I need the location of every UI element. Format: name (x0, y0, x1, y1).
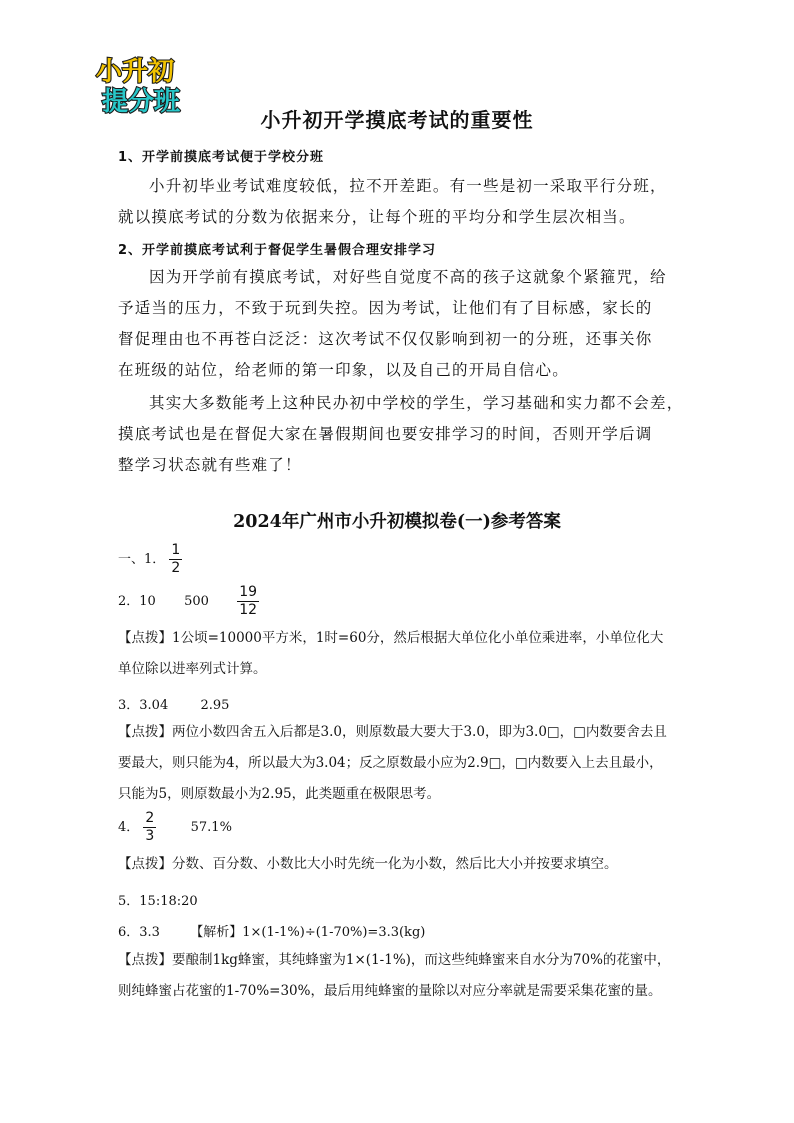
heading-2: 2、开学前摸底考试利于督促学生暑假合理安排学习 (118, 243, 437, 258)
svg-text:提分班: 提分班 (102, 87, 181, 116)
answer-explanation: 【解析】1×(1-1%)÷(1-70%)=3.3(kg) (190, 925, 426, 940)
text-line: 单位除以进率列式计算。 (118, 661, 267, 677)
answer-1 (118, 542, 182, 577)
fraction-denominator: 12 (239, 602, 258, 618)
answer-label: 6．3.3 (118, 925, 160, 940)
answer-5 (118, 890, 198, 909)
answer-4 (118, 810, 232, 845)
text-line: 整学习状态就有些难了！ (118, 456, 302, 474)
answer-key-title: 2024年广州市小升初模拟卷(一)参考答案 (233, 512, 561, 532)
text-line: 其实大多数能考上这种民办初中学校的学生，学习基础和实力都不会差， (149, 394, 684, 412)
text-line: 在班级的站位，给老师的第一印象，以及自己的开局自信心。 (118, 361, 569, 379)
text-line: 摸底考试也是在督促大家在暑假期间也要安排学习的时间，否则开学后调 (118, 425, 653, 443)
hint-3 (118, 717, 680, 810)
fraction (237, 584, 259, 619)
fraction-numerator: 1 (171, 542, 181, 558)
fraction-numerator: 19 (239, 584, 258, 600)
answer-6 (118, 921, 425, 940)
answer-3 (118, 694, 229, 713)
text-line: 则纯蜂蜜占花蜜的1-70%=30%，最后用纯蜂蜜的量除以对应分率就是需要采集花蜜的量。 (118, 983, 662, 999)
answer-2 (118, 584, 259, 619)
fraction (143, 810, 156, 845)
fraction-denominator: 2 (171, 560, 181, 576)
answer-label: 4． (118, 820, 140, 835)
text-line: 只能为5，则原数最小为2.95，此类题重在极限思考。 (118, 786, 441, 802)
answer-label: 一、1． (118, 552, 166, 567)
answer-value: 2.95 (200, 698, 230, 713)
fraction-numerator: 2 (145, 810, 155, 826)
answer-label: 5．15:18:20 (118, 894, 198, 909)
text-line: 因为开学前有摸底考试，对好些自觉度不高的孩子这就象个紧箍咒，给 (149, 268, 667, 286)
answer-value: 500 (184, 594, 209, 609)
fraction (169, 542, 182, 577)
text-line: 就以摸底考试的分数为依据来分，让每个班的平均分和学生层次相当。 (118, 208, 636, 226)
text-line: 【点拨】两位小数四舍五入后都是3.0，则原数最大要大于3.0，即为3.0□，□内数要舍去且 (118, 724, 667, 740)
paragraph-3 (118, 388, 684, 481)
svg-text:小升初: 小升初 (96, 57, 175, 87)
text-line: 督促理由也不再苍白泛泛：这次考试不仅仅影响到初一的分班，还事关你 (118, 330, 653, 348)
text-line: 小升初毕业考试难度较低，拉不开差距。有一些是初一采取平行分班， (149, 177, 667, 195)
text-line: 要最大，则只能为4，所以最大为3.04；反之原数最小应为2.9□，□内数要入上去且最小， (118, 755, 663, 771)
text-line: 【点拨】分数、百分数、小数比大小时先统一化为小数，然后比大小并按要求填空。 (118, 856, 618, 872)
answer-value: 57.1% (190, 820, 232, 835)
answer-label: 2．10 (118, 594, 156, 609)
text-line: 【点拨】要酿制1kg蜂蜜，其纯蜂蜜为1×(1-1%)，而这些纯蜂蜜来自水分为70%的花蜜中， (118, 952, 671, 968)
text-line: 【点拨】1公顷=10000平方米，1时=60分，然后根据大单位化小单位乘进率，小单位化大 (118, 630, 664, 646)
article-title: 小升初开学摸底考试的重要性 (260, 108, 534, 132)
paragraph-1 (118, 171, 680, 233)
hint-4 (118, 849, 680, 880)
hint-2 (118, 623, 680, 685)
paragraph-2 (118, 262, 680, 386)
hint-6 (118, 945, 680, 1007)
text-line: 予适当的压力，不致于玩到失控。因为考试，让他们有了目标感，家长的 (118, 299, 653, 317)
fraction-denominator: 3 (145, 828, 155, 844)
answer-label: 3．3.04 (118, 698, 169, 713)
heading-1: 1、开学前摸底考试便于学校分班 (118, 150, 325, 165)
